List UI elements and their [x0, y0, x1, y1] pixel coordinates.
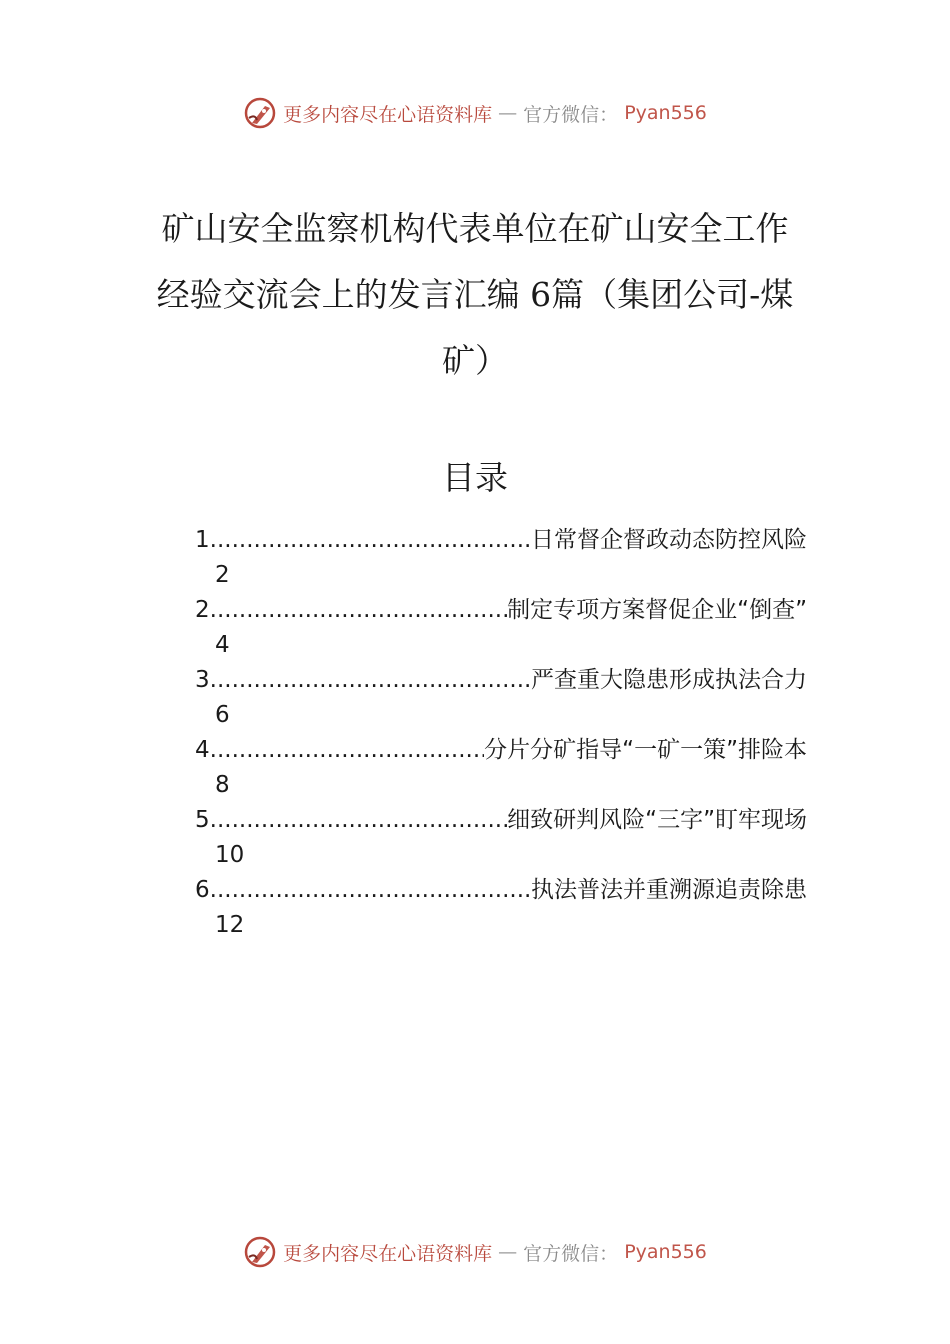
document-title: 矿山安全监察机构代表单位在矿山安全工作经验交流会上的发言汇编 6篇（集团公司-煤矿） — [156, 209, 794, 380]
toc-entry-page: 12 — [215, 912, 245, 938]
banner-contact-label: 官方微信： — [523, 1242, 619, 1265]
banner-contact-label: 官方微信： — [523, 103, 619, 126]
toc-entry-title: 日常督企督政动态防控风险 — [531, 527, 807, 553]
toc-leader-dots — [210, 802, 508, 838]
banner-contact-id: Pyan556 — [624, 102, 707, 124]
toc-entry-page: 2 — [215, 562, 230, 588]
toc-entry-number: 1 — [195, 527, 210, 553]
toc-leader-dots — [210, 732, 485, 768]
table-of-contents — [195, 522, 807, 942]
toc-entry-page: 8 — [215, 772, 230, 798]
toc-entry-title: 制定专项方案督促企业“倒查” — [507, 597, 807, 623]
banner-slogan: 更多内容尽在心语资料库 — [283, 1242, 493, 1265]
toc-entry[interactable] — [195, 522, 807, 592]
toc-entry-title: 分片分矿指导“一矿一策”排险本 — [484, 737, 807, 763]
banner-separator: — — [498, 102, 518, 124]
toc-entry[interactable] — [195, 872, 807, 942]
pen-nib-logo-icon — [243, 96, 277, 130]
footer-banner — [0, 1232, 950, 1272]
toc-leader-dots — [210, 522, 531, 558]
toc-entry-title: 执法普法并重溯源追责除患 — [531, 877, 807, 903]
toc-entry-number: 2 — [195, 597, 210, 623]
toc-entry-title: 细致研判风险“三字”盯牢现场 — [507, 807, 807, 833]
banner-contact-id: Pyan556 — [624, 1241, 707, 1263]
toc-entry[interactable] — [195, 732, 807, 802]
toc-entry-page: 6 — [215, 702, 230, 728]
toc-entry[interactable] — [195, 662, 807, 732]
pen-nib-logo-icon — [243, 1235, 277, 1269]
toc-heading: 目录 — [442, 458, 508, 497]
toc-entry-number: 6 — [195, 877, 210, 903]
toc-entry[interactable] — [195, 592, 807, 662]
toc-entry-page: 4 — [215, 632, 230, 658]
toc-entry-page: 10 — [215, 842, 245, 868]
header-banner — [0, 93, 950, 133]
banner-separator: — — [498, 1241, 518, 1263]
banner-slogan: 更多内容尽在心语资料库 — [283, 103, 493, 126]
toc-entry[interactable] — [195, 802, 807, 872]
toc-entry-title: 严查重大隐患形成执法合力 — [531, 667, 807, 693]
toc-entry-number: 4 — [195, 737, 210, 763]
toc-entry-number: 3 — [195, 667, 210, 693]
toc-entry-number: 5 — [195, 807, 210, 833]
toc-leader-dots — [210, 872, 531, 908]
toc-leader-dots — [210, 592, 508, 628]
toc-leader-dots — [210, 662, 531, 698]
